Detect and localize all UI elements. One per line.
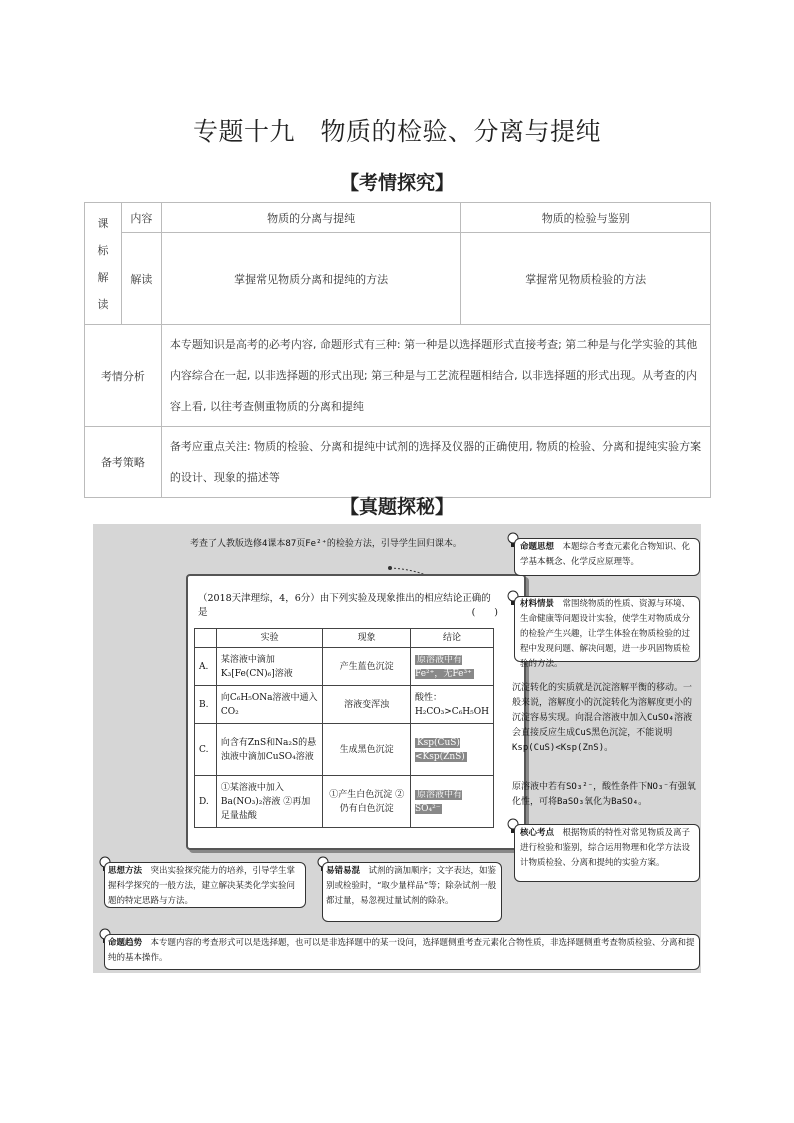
- qt-conc-text: 原溶液中有Fe²⁺，无Fe³⁺: [414, 654, 472, 679]
- interpret-label: 解读: [121, 233, 161, 325]
- note-title: 思想方法: [108, 866, 143, 876]
- question-stem: （2018天津理综，4，6分）由下列实验及现象推出的相应结论正确的是: [198, 593, 491, 618]
- qt-conc: 酸性：H₂CO₃>C₆H₅OH: [410, 686, 493, 724]
- strategy-label: 备考策略: [85, 427, 162, 498]
- question-source: [198, 592, 498, 620]
- note-title: 易错易混: [326, 866, 361, 876]
- note-chendian: 沉淀转化的实质就是沉淀溶解平衡的移动。一般来说，溶解度小的沉淀转化为溶解度更小的沉淀容易实现。向混合溶液中加入CuSO₄溶液会直接反应生成CuS黑色沉淀，不能说明Ksp(CuS)<Ksp(ZnS)。: [512, 683, 693, 753]
- top-note: 考查了人教版选修4课本87页Fe²⁺的检验方法，引导学生回归课本。: [190, 539, 462, 549]
- note-body: 根据物质的特性对常见物质及离子进行检验和鉴别，综合运用物理和化学方法设计物质检验、分离和提纯的实验方案。: [520, 828, 691, 868]
- note-body: 本题综合考查元素化合物知识、化学基本概念、化学反应原理等。: [520, 542, 691, 567]
- analysis-text: 本专题知识是高考的必考内容, 命题形式有三种: 第一种是以选择题形式直接考查; 第二种是与化学实验的其他内容综合在一起, 以非选择题的形式出现; 第三种是与工艺流程题相结合, 以非选择题的形式出现。从考查的内容上看, 以往考查侧重物质的分离和提纯: [161, 325, 710, 427]
- group-label-char: 标: [97, 244, 109, 257]
- qt-conc: [410, 648, 493, 686]
- qt-exp: 某溶液中滴加K₃[Fe(CN)₆]溶液: [216, 648, 322, 686]
- note-yicuo: [326, 864, 498, 909]
- qt-conc-text: Ksp(CuS)<Ksp(ZnS): [414, 737, 465, 762]
- note-so4: 原溶液中若有SO₃²⁻，酸性条件下NO₃⁻有强氧化性，可将BaSO₃氧化为BaSO₄。: [512, 782, 696, 807]
- strategy-text: 备考应重点关注: 物质的检验、分离和提纯中试剂的选择及仪器的正确使用, 物质的检验、分离和提纯实验方案的设计、现象的描述等: [161, 427, 710, 498]
- qt-header: 结论: [410, 629, 493, 648]
- qt-header: 现象: [323, 629, 411, 648]
- note-qushi: [108, 936, 696, 966]
- qt-option-id: A.: [195, 648, 217, 686]
- note-sixiang: [108, 864, 302, 909]
- qt-phen: 溶液变浑浊: [323, 686, 411, 724]
- qt-header: 实验: [216, 629, 322, 648]
- note-title: 材料情景: [520, 599, 555, 609]
- qt-exp: 向含有ZnS和Na₂S的悬浊液中滴加CuSO₄溶液: [216, 724, 322, 776]
- analysis-label: 考情分析: [85, 325, 162, 427]
- qt-phen: 产生蓝色沉淀: [323, 648, 411, 686]
- note-body: 常围绕物质的性质、资源与环境、生命健康等问题设计实验，使学生对物质成分的检验产生兴趣，让学生体验在物质检验的过程中发现问题、解决问题，进一步巩固物质检验的方法。: [520, 599, 691, 669]
- note-sucai: [520, 597, 696, 672]
- qt-phen: 生成黑色沉淀: [323, 724, 411, 776]
- note-title: 命题趋势: [108, 938, 143, 948]
- note-body: 突出实验探究能力的培养，引导学生掌握科学探究的一般方法，建立解决某类化学实验问题的特定思路与方法。: [108, 866, 296, 906]
- group-label-char: 读: [97, 298, 109, 311]
- qt-exp: 向C₆H₅ONa溶液中通入CO₂: [216, 686, 322, 724]
- note-title: 核心考点: [520, 828, 555, 838]
- col2-interp: 掌握常见物质检验的方法: [461, 233, 711, 325]
- col1-interp: 掌握常见物质分离和提纯的方法: [161, 233, 461, 325]
- note-mingti: [520, 540, 696, 570]
- col2-title: 物质的检验与鉴别: [461, 203, 711, 233]
- note-body: 试剂的滴加顺序；文字表达，如鉴别或检验时，“取少量样品”等；除杂试剂一般都过量，易忽视过量试剂的除杂。: [326, 866, 497, 906]
- qt-conc: [410, 724, 493, 776]
- content-label: 内容: [121, 203, 161, 233]
- qt-option-id: D.: [195, 776, 217, 828]
- section-heading-kaoqing: 【考情探究】: [339, 172, 454, 194]
- qt-phen: ①产生白色沉淀 ②仍有白色沉淀: [323, 776, 411, 828]
- page-title: 专题十九 物质的检验、分离与提纯: [192, 117, 601, 146]
- question-table: [194, 628, 494, 828]
- qt-conc: [410, 776, 493, 828]
- note-hexin: [520, 826, 696, 871]
- group-label-char: 解: [97, 271, 109, 284]
- qt-option-id: C.: [195, 724, 217, 776]
- group-label-cell: [85, 203, 122, 325]
- note-body: 本专题内容的考查形式可以是选择题，也可以是非选择题中的某一设问，选择题侧重考查元素化合物性质，非选择题侧重考查物质检验、分离和提纯的基本操作。: [108, 938, 695, 963]
- section-heading-zhenti: 【真题探秘】: [339, 496, 454, 518]
- note-title: 命题思想: [520, 542, 555, 552]
- answer-paren: ( ): [471, 607, 498, 618]
- col1-title: 物质的分离与提纯: [161, 203, 461, 233]
- qt-conc-text: 原溶液中有SO₄²⁻: [414, 789, 462, 814]
- info-table: [84, 202, 711, 498]
- qt-exp: ①某溶液中加入Ba(NO₃)₂溶液 ②再加足量盐酸: [216, 776, 322, 828]
- qt-option-id: B.: [195, 686, 217, 724]
- group-label-char: 课: [97, 217, 109, 230]
